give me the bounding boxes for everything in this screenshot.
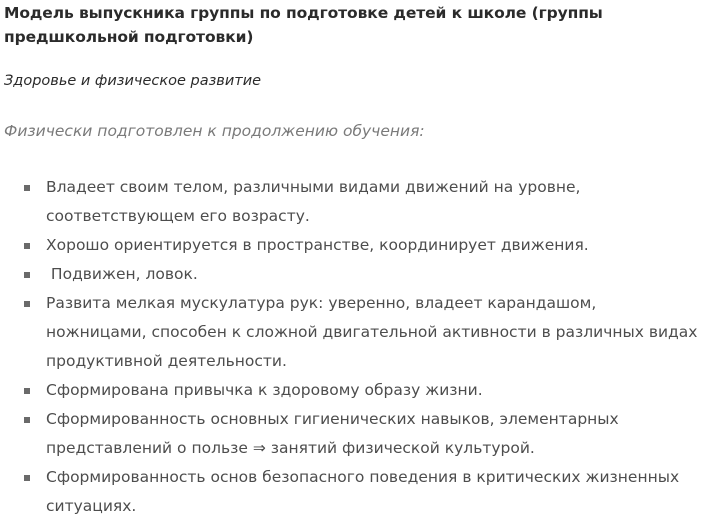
- list-item: [0, 173, 702, 231]
- bullet-marker-icon: [24, 185, 30, 191]
- list-item-text: Хорошо ориентируется в пространстве, координирует движения.: [46, 236, 589, 254]
- list-item-text: Владеет своим телом, различными видами движений на уровне, соответствующем его возрасту.: [46, 178, 581, 225]
- bullet-marker-icon: [24, 243, 30, 249]
- list-item: [0, 231, 702, 260]
- bullet-marker-icon: [24, 388, 30, 394]
- bullet-marker-icon: [24, 272, 30, 278]
- bullet-marker-icon: [24, 301, 30, 307]
- bullet-marker-icon: [24, 475, 30, 481]
- section-heading: Здоровье и физическое развитие: [4, 73, 262, 89]
- list-item-text: Сформирована привычка к здоровому образу жизни.: [46, 381, 483, 399]
- list-item: [0, 289, 702, 376]
- list-item-text: Сформированность основных гигиенических навыков, элементарных представлений о пользе ⇒ занятий физической культурой.: [46, 410, 619, 457]
- bullet-marker-icon: [24, 417, 30, 423]
- list-item-text: Сформированность основ безопасного поведения в критических жизненных ситуациях.: [46, 468, 680, 515]
- list-item: [0, 260, 702, 289]
- bullet-list: [0, 173, 702, 521]
- list-item: [0, 463, 702, 521]
- page-title: Модель выпускника группы по подготовке детей к школе (группы предшкольной подготовки): [4, 4, 603, 46]
- list-item: [0, 376, 702, 405]
- list-item-text: Развита мелкая мускулатура рук: уверенно, владеет карандашом, ножницами, способен к сложной двигательной активности в различных видах продуктивной деятельности.: [46, 294, 698, 370]
- list-item-text: Подвижен, ловок.: [46, 265, 198, 283]
- subheading: Физически подготовлен к продолжению обучения:: [4, 122, 425, 140]
- list-item: [0, 405, 702, 463]
